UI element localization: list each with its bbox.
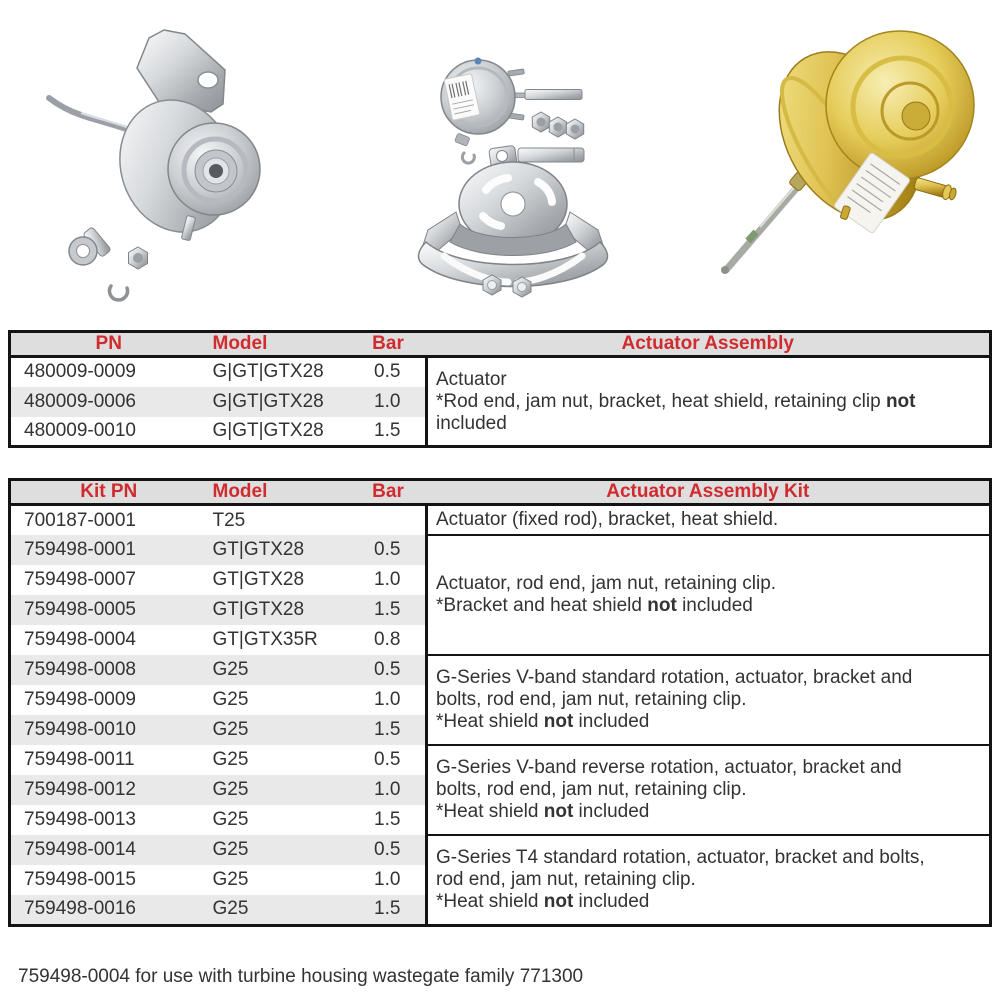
bar-cell: 1.0 [350,387,427,417]
bar-cell: 1.5 [350,595,427,625]
table-header-row [10,480,991,505]
actuator-rod [726,184,800,270]
pn-cell: 759498-0010 [10,715,207,745]
pn-cell: 759498-0008 [10,655,207,685]
column-header-bar: Bar [350,480,427,505]
rod-end-hole [497,151,508,162]
stud-upper [508,69,525,76]
bar-cell: 1.5 [350,417,427,447]
description-cell: Actuator, rod end, jam nut, retaining clip. *Bracket and heat shield not included [427,535,991,655]
pn-cell: 759498-0015 [10,865,207,895]
model-cell: G25 [207,895,350,925]
rod-shaft [525,90,582,100]
pn-cell: 480009-0009 [10,357,207,387]
rod-tip [721,266,729,274]
model-cell: GT|GTX28 [207,565,350,595]
model-cell: G|GT|GTX28 [207,417,350,447]
pn-cell: 759498-0016 [10,895,207,925]
pn-cell: 759498-0011 [10,745,207,775]
column-header-description: Actuator Assembly Kit [427,480,991,505]
model-cell: GT|GTX35R [207,625,350,655]
vacuum-port-dot [475,58,482,65]
model-cell: G25 [207,745,350,775]
bar-cell: 1.0 [350,565,427,595]
jam-nut-hole [133,253,143,263]
bar-cell: 1.0 [350,865,427,895]
table-row [10,835,991,865]
model-cell: T25 [207,505,350,536]
bolt-2-head [518,283,527,292]
table-row [10,535,991,565]
model-cell: G25 [207,715,350,745]
model-cell: G25 [207,835,350,865]
hub-hole [209,164,223,178]
column-header-pn: PN [10,332,207,357]
bar-cell: 0.8 [350,625,427,655]
description-cell: G-Series V-band reverse rotation, actuator, bracket and bolts, rod end, jam nut, retaining clip. *Heat shield not included [427,745,991,835]
column-header-model: Model [207,480,350,505]
model-cell: G25 [207,775,350,805]
model-cell: G25 [207,655,350,685]
description-cell: G-Series T4 standard rotation, actuator, bracket and bolts, rod end, jam nut, retaining clip. *Heat shield not included [427,835,991,925]
jam-nut-1-hole [537,118,546,127]
bracket [137,30,225,112]
column-header-kit-pn: Kit PN [10,480,207,505]
bar-cell: 1.5 [350,715,427,745]
bar-cell: 0.5 [350,357,427,387]
table-header-row [10,332,991,357]
pn-cell: 759498-0012 [10,775,207,805]
table-row [10,745,991,775]
pn-cell: 759498-0013 [10,805,207,835]
retaining-clip [462,153,474,163]
face-center [902,102,930,130]
table-row [10,357,991,387]
model-cell: G25 [207,685,350,715]
model-cell: G|GT|GTX28 [207,357,350,387]
pn-cell: 480009-0006 [10,387,207,417]
retaining-clip [110,286,128,300]
description-cell: Actuator *Rod end, jam nut, bracket, heat shield, retaining clip not included [427,357,991,447]
pn-cell: 700187-0001 [10,505,207,536]
pn-cell: 759498-0004 [10,625,207,655]
model-cell: GT|GTX28 [207,595,350,625]
pn-cell: 759498-0014 [10,835,207,865]
model-cell: G25 [207,865,350,895]
jam-nut-3-hole [571,125,580,134]
actuator-assembly-table [8,330,992,448]
table-row [10,655,991,685]
pn-cell: 480009-0010 [10,417,207,447]
pn-cell: 759498-0001 [10,535,207,565]
bracket-center-hole [501,192,525,216]
model-cell: G|GT|GTX28 [207,387,350,417]
pn-cell: 759498-0007 [10,565,207,595]
footnote: 759498-0004 for use with turbine housing wastegate family 771300 [18,966,584,987]
bar-cell [350,505,427,536]
column-header-bar: Bar [350,332,427,357]
column-header-model: Model [207,332,350,357]
description-cell: Actuator (fixed rod), bracket, heat shield. [427,505,991,536]
description-cell: G-Series V-band standard rotation, actuator, bracket and bolts, rod end, jam nut, retaining clip. *Heat shield not included [427,655,991,745]
bar-cell: 1.5 [350,805,427,835]
hose-barb [913,176,958,202]
bar-cell: 1.5 [350,895,427,925]
bolt-1-head [488,281,497,290]
column-header-description: Actuator Assembly [427,332,991,357]
bar-cell: 0.5 [350,535,427,565]
bar-cell: 0.5 [350,835,427,865]
pn-cell: 759498-0005 [10,595,207,625]
product-photo-silver-actuator [15,8,335,318]
product-photo-actuator-kit [398,32,658,312]
product-photo-gold-actuator [700,8,990,298]
model-cell: GT|GTX28 [207,535,350,565]
bar-cell: 1.0 [350,685,427,715]
bracket-hole [198,72,218,88]
actuator-rod-highlight [760,182,799,227]
bar-cell: 0.5 [350,745,427,775]
table-row [10,505,991,536]
can-bottom-tab [455,133,470,146]
bar-cell: 1.0 [350,775,427,805]
actuator-rod [49,98,135,132]
actuator-assembly-kit-table [8,478,992,927]
model-cell: G25 [207,805,350,835]
rod-end-eyelet-hole [77,245,90,258]
pn-cell: 759498-0009 [10,685,207,715]
bar-cell: 0.5 [350,655,427,685]
jam-nut-2-hole [554,123,563,132]
